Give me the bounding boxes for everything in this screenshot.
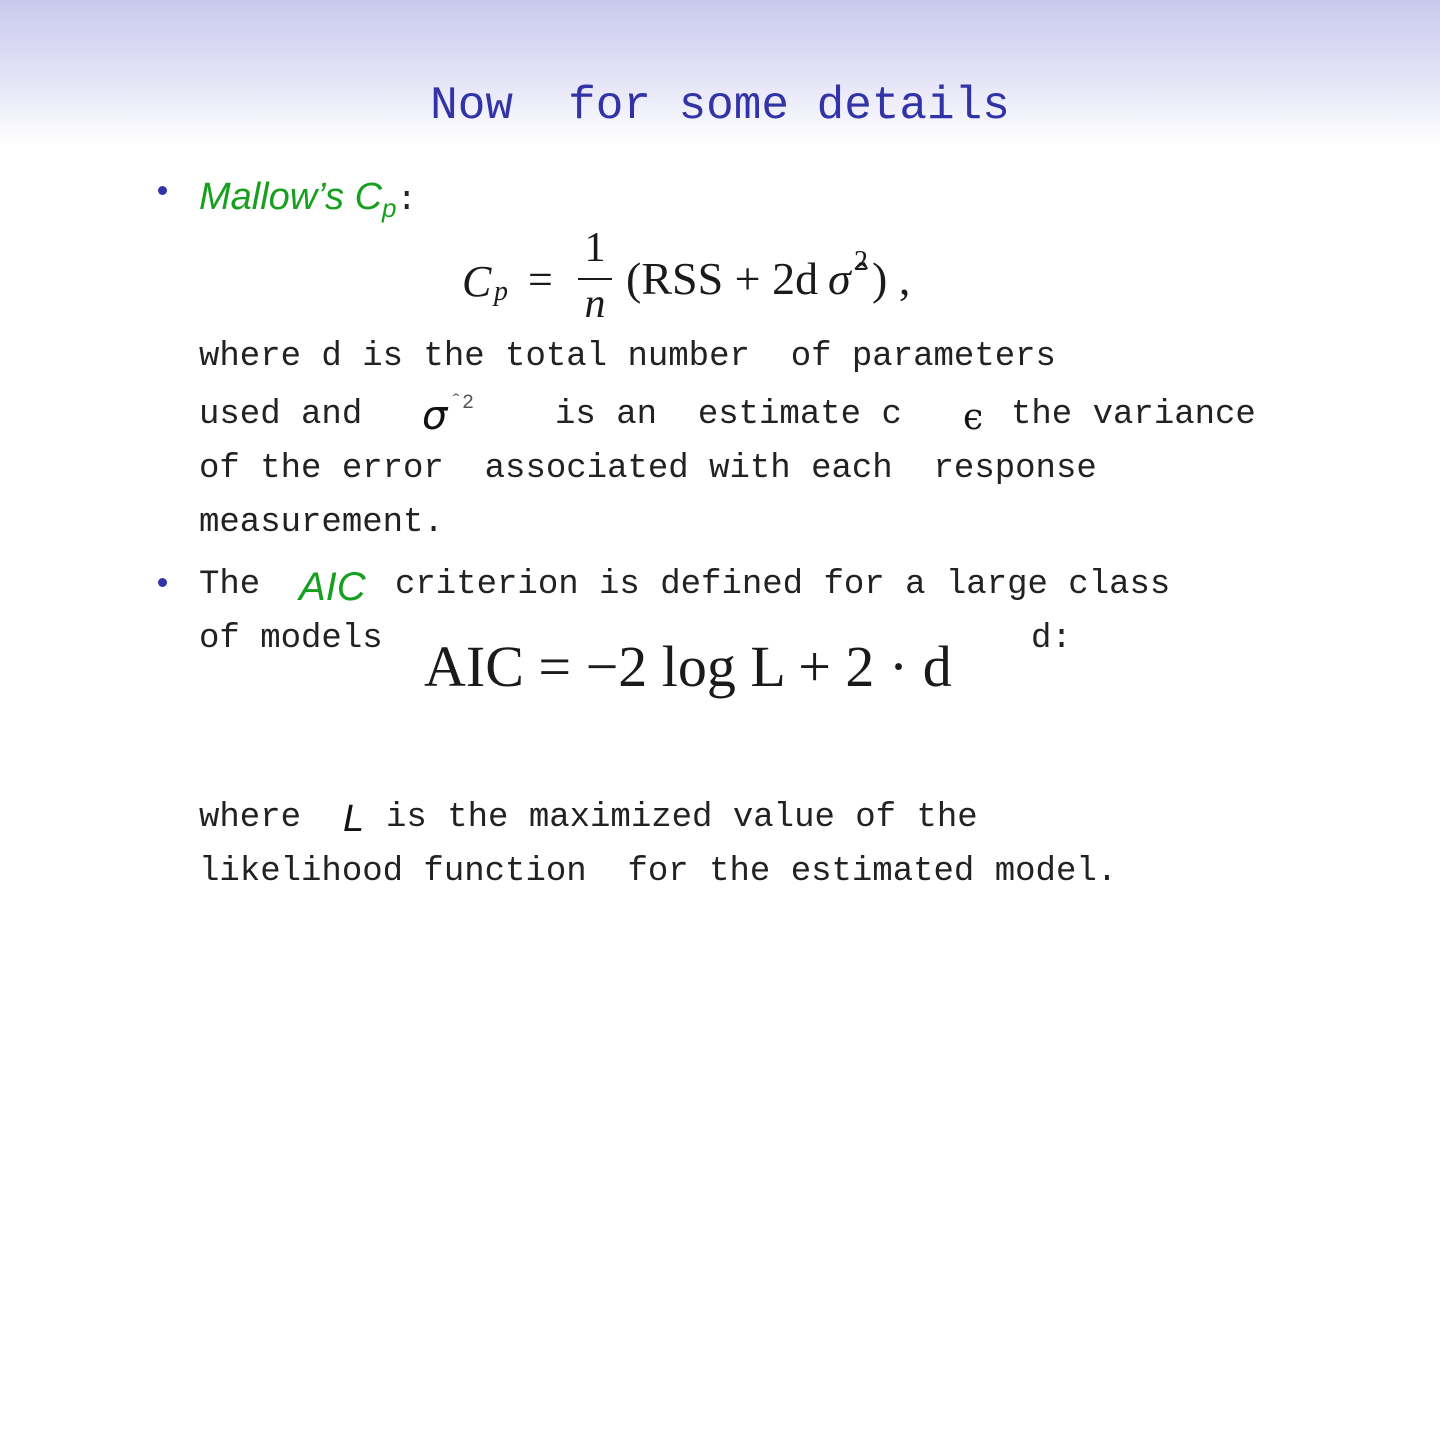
cp-formula <box>462 225 932 332</box>
mallows-cp-subscript: p <box>382 193 397 223</box>
bullet-dot <box>158 186 167 195</box>
cp-lhs-sub: p <box>494 276 508 307</box>
sigma-hat-sup: ˆ2 <box>450 392 475 415</box>
aic-line1a: The <box>199 566 261 604</box>
aic-line2a: of models <box>199 620 383 658</box>
cp-desc-line3: of the error associated with each response <box>199 450 1097 488</box>
mallows-cp-heading <box>199 174 417 231</box>
cp-close: ) , <box>872 253 911 304</box>
cp-desc-line2a: used and <box>199 396 363 434</box>
cp-frac-den: n <box>584 281 606 327</box>
aic-line1b: criterion is defined for a large class <box>395 566 1171 604</box>
cp-desc-line4: measurement. <box>199 504 444 542</box>
cp-frac-num: 1 <box>584 225 606 271</box>
cp-desc-line2b: is an estimate c <box>555 396 902 434</box>
aic-formula: AIC = −2 log L + 2 · d <box>418 632 958 702</box>
cp-sigma-hat: σ̂ <box>828 253 851 304</box>
aic-line3b: is the maximized value of the <box>386 799 978 837</box>
cp-desc-line2c: the variance <box>1011 396 1256 434</box>
aic-term: AIC <box>299 565 366 609</box>
bullet-dot <box>158 578 167 587</box>
mallows-cp-colon: : <box>396 182 417 220</box>
cp-body: (RSS + 2d <box>626 253 819 304</box>
aic-line3a: where <box>199 799 302 837</box>
cp-equals: = <box>528 255 553 304</box>
aic-line4: likelihood function for the estimated model. <box>199 853 1118 891</box>
slide-title: Now for some details <box>430 80 1010 132</box>
cp-sup: 2 <box>854 246 868 277</box>
mallows-cp-term: Mallow’s C <box>199 176 383 218</box>
sigma-symbol: σ <box>422 393 448 439</box>
l-symbol: L <box>343 798 365 840</box>
epsilon-symbol: ϵ <box>963 397 984 438</box>
aic-line2b: d: <box>1031 620 1072 658</box>
cp-desc-line1: where d is the total number of parameters <box>199 338 1056 376</box>
cp-lhs: C <box>462 257 492 306</box>
